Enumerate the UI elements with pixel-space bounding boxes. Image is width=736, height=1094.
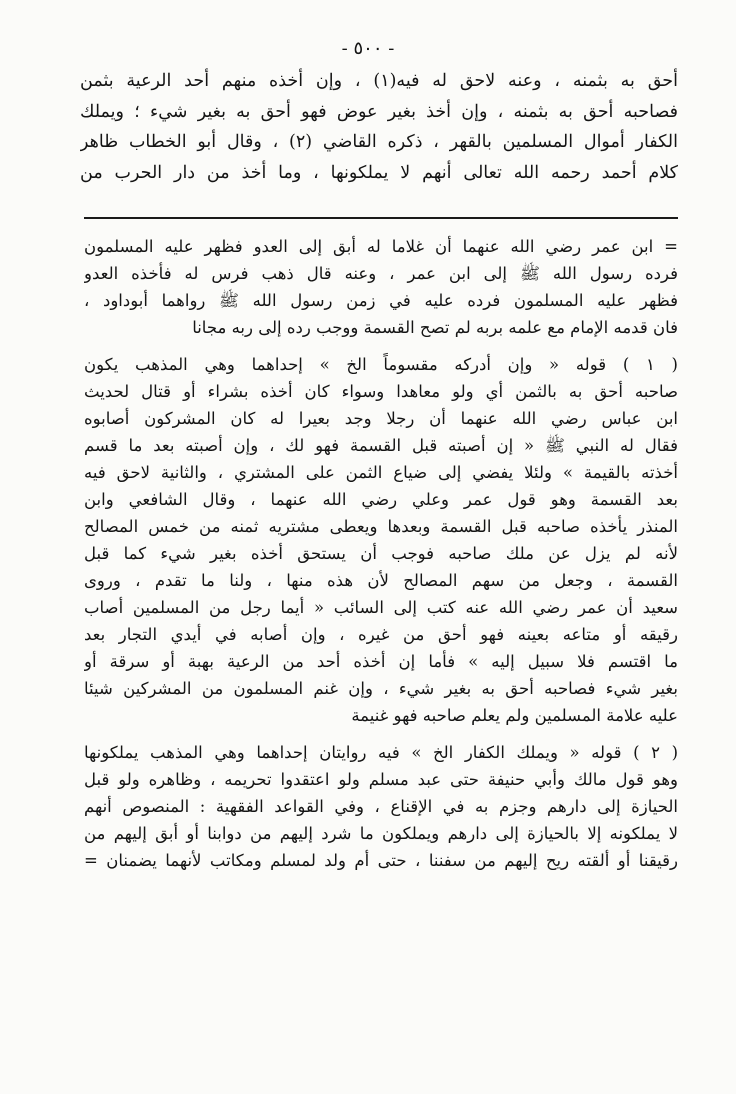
footnote-divider <box>84 217 678 219</box>
footnote-line: رقيقنا أو ألقته ريح إليهم من سفننا ، حتى أم ولد لمسلم ومكاتب لأنهما يضمنان = <box>84 851 678 870</box>
footnote-line: = ابن عمر رضي الله عنهما أن غلاما له أبق إلى العدو فظهر عليه المسلمون <box>84 237 678 256</box>
footnote-line: ( ١ ) قوله « وإن أدركه مقسوماً الخ » إحداهما وهي المذهب يكون <box>84 355 678 374</box>
footnote-line: فقال له النبي ﷺ « إن أصبته قبل القسمة فهو لك ، وإن أصبته بعد ما قسم <box>84 436 678 455</box>
footnote-line: صاحبه أحق به بالثمن أي ولو معاهدا وسواء كان أخذه بشراء أو قتال لحديث <box>84 382 678 401</box>
main-text-line: أحق به بثمنه ، وعنه لاحق له فيه(١) ، وإن أخذه منهم أحد الرعية بثمن <box>80 71 678 91</box>
main-text-line: كلام أحمد رحمه الله تعالى أنهم لا يملكونها ، وما أخذ من دار الحرب من <box>80 162 678 183</box>
footnote-line: عليه علامة المسلمين ولم يعلم صاحبه فهو غنيمة <box>351 706 678 725</box>
footnote-line: ابن عباس رضي الله عنهما أن رجلا وجد بعيرا له كان المشركون أصابوه <box>84 409 678 428</box>
footnote-line: رقيقه أو متاعه بعينه فهو أحق من غيره ، وإن أصابه في أيدي التجار بعد <box>84 625 678 644</box>
footnote-line: ( ٢ ) قوله « ويملك الكفار الخ » فيه روايتان إحداهما وهي المذهب يملكونها <box>84 743 678 762</box>
footnotes <box>84 233 678 884</box>
main-text-line: فصاحبه أحق به بثمنه ، وإن أخذ بغير عوض فهو أحق به بغير شيء ؛ ويملك <box>80 101 678 122</box>
footnote-2 <box>84 739 678 874</box>
footnote-line: بعد القسمة وهو قول عمر وعلي رضي الله عنهما ، وقال الشافعي وابن <box>84 490 678 509</box>
footnote-line: ما اقتسم فلا سبيل إليه » فأما إن أخذه أحد من الرعية بهبة أو سرقة أو <box>84 652 678 671</box>
footnote-line: القسمة ، وجعل من سهم المصالح لأن هذه منها ، ولنا ما تقدم ، وروى <box>84 571 678 590</box>
page-number: - ٥٠٠ - <box>341 38 395 59</box>
footnote-line: لأنه لم يزل عن ملك صاحبه فوجب أن يستحق أخذه بغير شيء كما قبل <box>84 544 678 563</box>
footnote-line: فان قدمه الإمام مع علمه بربه لم تصح القسمة ووجب رده إلى ربه مجانا <box>192 318 678 337</box>
footnote-line: أخذته بالقيمة » ولئلا يفضي إلى ضياع الثمن على المشتري ، والثانية لاحق فيه <box>84 463 678 482</box>
main-text-line: الكفار أموال المسلمين بالقهر ، ذكره القاضي (٢) ، وقال أبو الخطاب ظاهر <box>80 132 678 152</box>
main-text <box>80 66 678 188</box>
footnote-1 <box>84 351 678 729</box>
footnote-line: لا يملكونه إلا بالحيازة إلى دارهم ويملكون ما شرد إليهم من دوابنا أو أبق إليهم من <box>84 824 678 843</box>
footnote-line: وهو قول مالك وأبي حنيفة حتى عبد مسلم ولو اعتقدوا تحريمه ، وظاهره ولو قبل <box>84 770 678 789</box>
footnote-line: فرده رسول الله ﷺ إلى ابن عمر ، وعنه قال ذهب فرس له فأخذه العدو <box>84 264 678 283</box>
footnote-line: سعيد أن عمر رضي الله عنه كتب إلى السائب « أيما رجل من المسلمين أصاب <box>84 598 678 617</box>
footnote-line: فظهر عليه المسلمون فرده عليه في زمن رسول الله ﷺ رواهما أبوداود ، <box>84 291 678 310</box>
footnote-line: الحيازة إلى دارهم وجزم به في الإقناع ، وفي القواعد الفقهية : المنصوص أنهم <box>84 797 678 816</box>
footnote-continuation <box>84 233 678 341</box>
footnote-line: المنذر يأخذه صاحبه قبل القسمة وبعدها ويعطى مشتريه ثمنه من خمس المصالح <box>84 517 678 536</box>
footnote-line: بغير شيء فصاحبه أحق به بغير شيء ، وإن غنم المسلمون من المشركين شيئا <box>84 679 678 698</box>
